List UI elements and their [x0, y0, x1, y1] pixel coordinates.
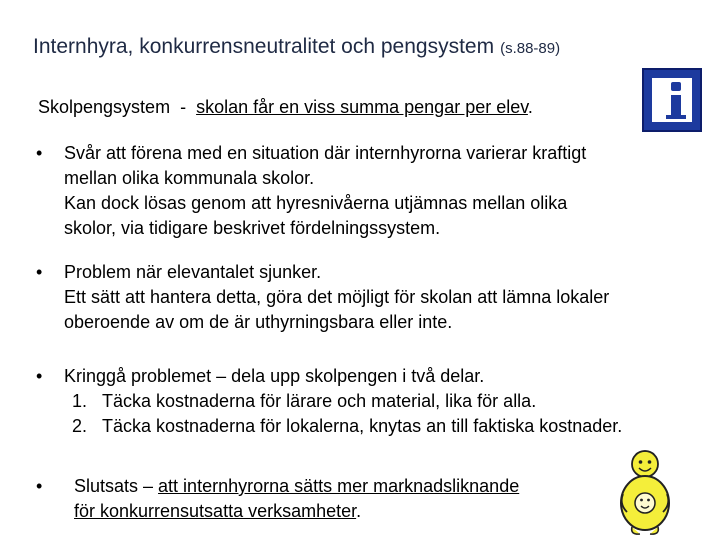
bullet-1 [36, 141, 696, 241]
bullet-line: oberoende av om de är uthyrningsbara eller inte. [64, 312, 453, 332]
bullet-line: skolor, via tidigare beskrivet fördelningssystem. [64, 218, 441, 238]
subtitle-label: Skolpengsystem [38, 97, 171, 117]
bullet-4-conclusion [36, 474, 596, 526]
item-number: 2. [72, 416, 88, 436]
numbered-item-2 [64, 414, 622, 439]
numbered-item-1 [64, 389, 622, 414]
subtitle-definition: skolan får en viss summa pengar per elev [196, 97, 528, 117]
bullet-3 [36, 364, 696, 440]
bullet-marker: • [36, 143, 43, 163]
item-text: Täcka kostnaderna för lokalerna, knytas an till faktiska kostnader. [102, 416, 623, 436]
bullet-line: mellan olika kommunala skolor. [64, 168, 315, 188]
subtitle-end: . [527, 97, 533, 117]
conclusion-prefix: Slutsats – [74, 476, 159, 496]
bullet-marker: • [36, 262, 43, 282]
info-sign-icon [642, 68, 702, 132]
bullet-line: Problem när elevantalet sjunker. [64, 262, 322, 282]
bullet-line: Svår att förena med en situation där internhyrorna varierar kraftigt [64, 143, 587, 163]
item-text: Täcka kostnaderna för lärare och material, lika för alla. [102, 391, 537, 411]
cartoon-figure-icon [612, 447, 678, 537]
item-number: 1. [72, 391, 88, 411]
bullet-line: Kan dock lösas genom att hyresnivåerna utjämnas mellan olika [64, 193, 568, 213]
title-page-ref: (s.88-89) [500, 40, 561, 57]
conclusion-end: . [356, 501, 362, 521]
bullet-line: Kringgå problemet – dela upp skolpengen i två delar. [64, 366, 485, 386]
conclusion-underlined-1: att internhyrorna sätts mer marknadsliknande [158, 476, 520, 496]
bullet-line: Ett sätt att hantera detta, göra det möjligt för skolan att lämna lokaler [64, 287, 610, 307]
conclusion-underlined-2: för konkurrensutsatta verksamheter [74, 501, 357, 521]
title-main: Internhyra, konkurrensneutralitet och pengsystem [33, 35, 495, 58]
bullet-marker: • [36, 366, 43, 386]
subtitle [38, 97, 533, 118]
subtitle-separator: - [180, 97, 187, 117]
bullet-2 [36, 260, 696, 336]
page-title [33, 35, 560, 59]
bullet-marker: • [36, 476, 43, 496]
